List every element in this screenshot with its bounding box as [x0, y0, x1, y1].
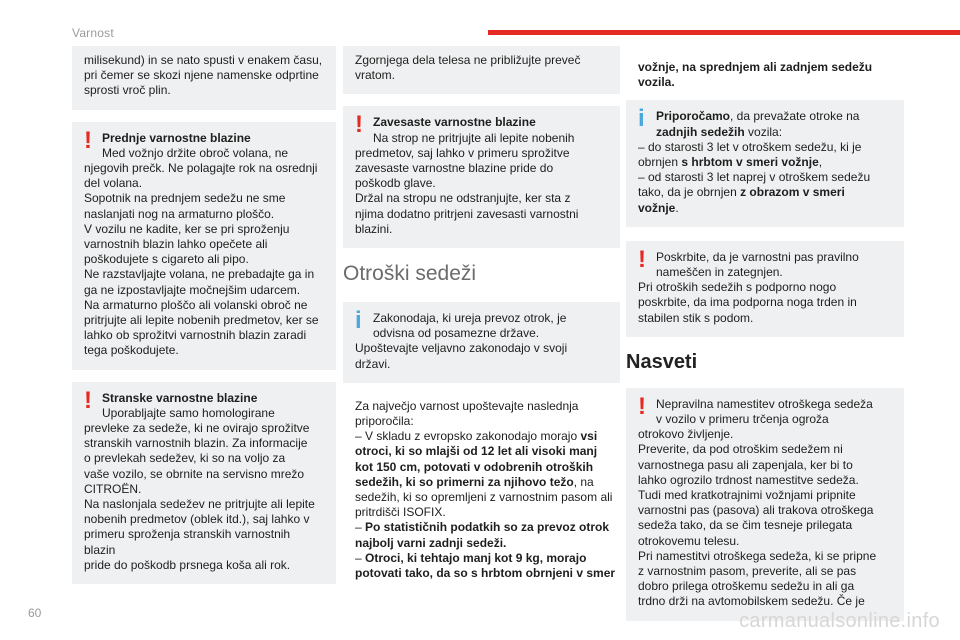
text-line: njegovih prečk. Ne polagajte rok na osrednji — [84, 161, 318, 176]
text-line: pritrdišči ISOFIX. — [355, 505, 446, 520]
box-head-text — [656, 397, 892, 427]
warning-icon: ! — [84, 386, 92, 414]
box-title: Zavesaste varnostne blazine — [373, 115, 536, 130]
text-line: poskrbite, da ima podporna noga trden in — [638, 295, 857, 310]
text-line: Poskrbite, da je varnostni pas pravilno — [656, 249, 859, 264]
text-line: del volana. — [84, 176, 143, 191]
text-line: njima dodatno pritrjeni zavesasti varnostni — [355, 206, 579, 221]
text-line: vožnje, na sprednjem ali zadnjem sedežu — [638, 60, 873, 74]
section-title-tips: Nasveti — [626, 350, 698, 373]
continued-paragraph — [626, 46, 904, 90]
front-airbags-warning-box — [72, 122, 336, 370]
tips-warning-box — [626, 388, 904, 621]
text-line: trdno drži na avtomobilskem sedežu. Če je — [638, 594, 865, 609]
text-line: nameščen in zategnjen. — [656, 265, 783, 280]
text-line: odvisna od posamezne države. — [373, 326, 540, 341]
text-line: sedeža tako, da se čim tesneje prilegata — [638, 518, 853, 533]
text-line: sedežih, ki so opremljeni z varnostnim pasom ali — [355, 490, 613, 505]
text-line: varnostnega pasu ali zapenjala, ker bi to — [638, 457, 853, 472]
info-icon: i — [355, 307, 362, 335]
text-line: zadnjih sedežih vozila: — [656, 124, 783, 139]
warning-icon: ! — [355, 111, 363, 139]
box-head — [84, 386, 324, 421]
text-line: Na armaturno ploščo ali volanski obroč ne — [84, 297, 308, 312]
text-line: potovati tako, da so s hrbtom obrnjeni v smer — [355, 566, 616, 581]
text-line: nobenih predmetov (oblek itd.), saj lahko v — [84, 512, 310, 527]
text-line: Uporabljajte samo homologirane — [102, 405, 275, 420]
text-line: poškodb glave. — [355, 176, 436, 191]
text-line: pritrjujte ali lepite nobenih predmetov, ker se — [84, 313, 319, 328]
text-line: Zakonodaja, ki ureja prevoz otrok, je — [373, 311, 567, 326]
warning-icon: ! — [84, 126, 92, 154]
text-line: – od starosti 3 let naprej v otroškem sedežu — [638, 170, 871, 185]
box-head-text — [373, 311, 608, 341]
recommendations-paragraph — [343, 399, 620, 581]
text-line: – Otroci, ki tehtajo manj kot 9 kg, morajo — [355, 550, 587, 565]
legislation-info-box — [343, 302, 620, 383]
box-head — [638, 105, 892, 139]
text-line: – do starosti 3 let v otroškem sedežu, ki je — [638, 139, 862, 154]
text-line: milisekund) in se nato spusti v enakem času, — [84, 53, 323, 67]
text-line: pride do poškodb prsnega koša ali rok. — [84, 557, 291, 572]
box-head — [638, 392, 892, 427]
text-line: lahko ogrozilo trdnost namestitve sedeža. — [638, 472, 859, 487]
text-line: Sopotnik na prednjem sedežu ne sme — [84, 191, 286, 206]
text-line: blazini. — [355, 221, 393, 236]
text-line: tega poškodujete. — [84, 343, 179, 358]
header-accent-bar — [488, 30, 960, 35]
text-line: primeru sproženja stranskih varnostnih blazin — [84, 527, 291, 557]
text-line: sedežih, ki so primerni za njihovo težo, na — [355, 474, 594, 489]
text-line: varnostnih blazin lahko opečete ali — [84, 237, 268, 252]
box-head — [355, 111, 608, 145]
text-line: Med vožnjo držite obroč volana, ne — [102, 145, 289, 160]
text-line: poškodujete s cigareto ali pipo. — [84, 252, 249, 267]
text-line: varnostni pas (pasova) ali trakova otroškega — [638, 503, 874, 518]
torso-box — [343, 46, 620, 94]
text-line: vožnje. — [638, 200, 679, 215]
text-line: Pri otroških sedežih s podporno nogo — [638, 280, 837, 295]
text-line: stabilen stik s podom. — [638, 310, 754, 325]
belt-warning-box — [626, 241, 904, 337]
text-line: naslanjati nog na armaturno ploščo. — [84, 206, 275, 221]
box-head-text — [102, 131, 324, 161]
text-line: Zgornjega dela telesa ne približujte preveč — [355, 53, 581, 67]
text-line: Ne razstavljajte volana, ne prebadajte ga in — [84, 267, 315, 282]
curtain-airbags-warning-box — [343, 106, 620, 248]
text-line: Preverite, da pod otroškim sedežem ni — [638, 442, 843, 457]
page-header-title: Varnost — [72, 26, 114, 40]
box-head-text — [656, 250, 892, 280]
text-line: V vozilu ne kadite, ker se pri sproženju — [84, 221, 290, 236]
text-line: predmetov, saj lahko v primeru sprožitve — [355, 145, 570, 160]
text-line: Upoštevajte veljavno zakonodajo v svoji — [355, 341, 568, 356]
text-line: ga ne izpostavljajte močnejšim udarcem. — [84, 282, 301, 297]
text-line: CITROËN. — [84, 481, 142, 496]
text-line: lahko ob sprožitvi varnostnih blazin zaradi — [84, 328, 307, 343]
text-line: Pri namestitvi otroškega sedeža, ki se pripne — [638, 548, 877, 563]
text-line: otrokovo življenje. — [638, 427, 734, 442]
recommend-info-box — [626, 100, 904, 226]
box-title: Prednje varnostne blazine — [102, 130, 251, 145]
text-line: sprosti vroč plin. — [84, 83, 171, 98]
box-head — [355, 307, 608, 341]
section-title-child-seats: Otroški sedeži — [343, 262, 477, 286]
text-line: otrokovemu telesu. — [638, 533, 740, 548]
text-line: prevleke za sedeže, ki ne ovirajo sprožitve — [84, 421, 310, 436]
box-head-text — [373, 115, 608, 145]
text-line: Držal na stropu ne odstranjujte, ker sta z — [355, 191, 571, 206]
text-line: dobro prilega otroškemu sedežu in ali ga — [638, 579, 855, 594]
column-2 — [343, 46, 620, 581]
watermark: carmanualsonline.info — [739, 610, 940, 632]
text-line: Za največjo varnost upoštevajte naslednja — [355, 398, 579, 413]
column-3 — [626, 46, 904, 633]
column-1 — [72, 46, 336, 596]
box-head — [638, 245, 892, 280]
info-icon: i — [638, 105, 645, 133]
text-line: državi. — [355, 356, 391, 371]
text-line: pri čemer se skozi njene namenske odprtine — [84, 68, 319, 83]
text-line: – Po statističnih podatkih so za prevoz otrok — [355, 520, 610, 535]
page-number: 60 — [28, 606, 42, 620]
warning-icon: ! — [638, 392, 646, 420]
text-line: najbolj varni zadnji sedeži. — [355, 535, 507, 550]
text-line: obrnjen s hrbtom v smeri vožnje, — [638, 155, 823, 170]
text-line: vratom. — [355, 68, 396, 83]
text-line: Na naslonjala sedežev ne pritrjujte ali lepite — [84, 497, 315, 512]
text-line: Priporočamo, da prevažate otroke na — [656, 109, 860, 124]
text-line: tako, da je obrnjen z obrazom v smeri — [638, 185, 845, 200]
box-head-text — [102, 391, 324, 421]
box-head-text — [656, 109, 892, 139]
text-line: Na strop ne pritrjujte ali lepite nobenih — [373, 130, 575, 145]
box-head — [84, 126, 324, 161]
intro-box — [72, 46, 336, 110]
text-line: priporočila: — [355, 414, 414, 429]
text-line: z varnostnim pasom, preverite, ali se pas — [638, 564, 857, 579]
text-line: Nepravilna namestitev otroškega sedeža — [656, 396, 873, 411]
text-line: v vozilo v primeru trčenja ogroža — [656, 412, 829, 427]
box-title: Stranske varnostne blazine — [102, 390, 258, 405]
text-line: otroci, ki so mlajši od 12 let ali visoki manj — [355, 444, 598, 459]
side-airbags-warning-box — [72, 382, 336, 584]
text-line: vozila. — [638, 75, 675, 90]
warning-icon: ! — [638, 245, 646, 273]
text-line: Tudi med kratkotrajnimi vožnjami pripnite — [638, 488, 856, 503]
text-line: – V skladu z evropsko zakonodajo morajo vsi — [355, 429, 598, 444]
text-line: o prevlekah sedežev, ki so na voljo za — [84, 451, 286, 466]
text-line: stranskih varnostnih blazin. Za informacije — [84, 436, 308, 451]
text-line: zavesaste varnostne blazine pride do — [355, 161, 554, 176]
text-line: kot 150 cm, potovati v odobrenih otroških — [355, 459, 594, 474]
text-line: vaše vozilo, se obrnite na servisno mrežo — [84, 466, 305, 481]
